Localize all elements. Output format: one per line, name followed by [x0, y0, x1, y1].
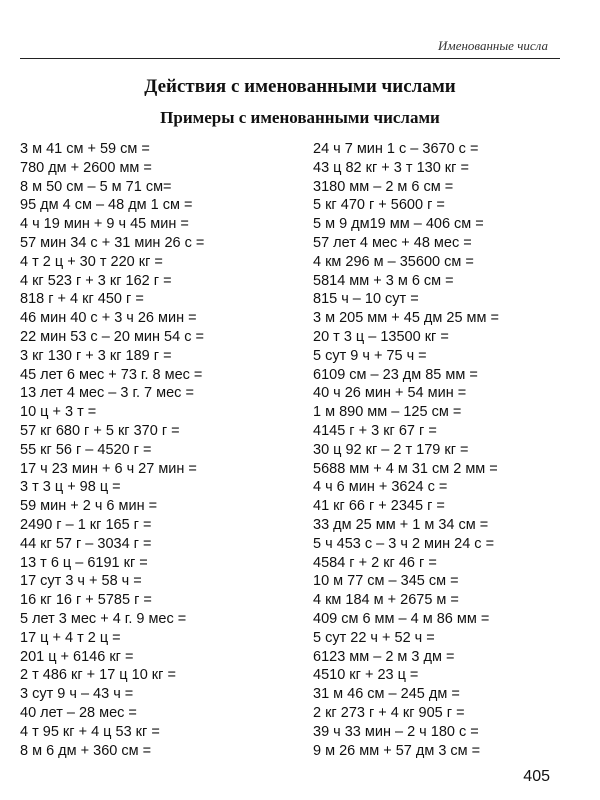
exercise-item: 30 ц 92 кг – 2 т 179 кг = — [313, 441, 469, 458]
exercise-item: 22 мин 53 с – 20 мин 54 с = — [20, 328, 204, 345]
exercise-item: 4 ч 6 мин + 3624 с = — [313, 479, 448, 496]
exercise-item: 57 мин 34 с + 31 мин 26 с = — [20, 234, 205, 251]
exercise-item: 409 см 6 мм – 4 м 86 мм = — [313, 610, 490, 627]
exercise-item: 17 ц + 4 т 2 ц = — [20, 629, 121, 646]
exercise-item: 5 лет 3 мес + 4 г. 9 мес = — [20, 610, 187, 627]
exercise-item: 45 лет 6 мес + 73 г. 8 мес = — [20, 366, 203, 383]
exercise-list-left — [20, 140, 204, 760]
exercise-item: 44 кг 57 г – 3034 г = — [20, 535, 152, 552]
exercise-item: 5 ч 453 с – 3 ч 2 мин 24 с = — [313, 535, 495, 552]
exercise-item: 4145 г + 3 кг 67 г = — [313, 422, 437, 439]
exercise-item: 8 м 50 см – 5 м 71 см= — [20, 178, 172, 195]
exercise-item: 2490 г – 1 кг 165 г = — [20, 516, 152, 533]
exercise-item: 4 т 2 ц + 30 т 220 кг = — [20, 253, 163, 270]
exercise-item: 24 ч 7 мин 1 с – 3670 с = — [313, 141, 479, 157]
exercise-item: 6109 см – 23 дм 85 мм = — [313, 366, 478, 383]
exercise-item: 17 ч 23 мин + 6 ч 27 мин = — [20, 460, 197, 477]
exercise-item: 818 г + 4 кг 450 г = — [20, 291, 144, 308]
section-subtitle: Примеры с именованными числами — [160, 108, 440, 127]
exercise-item: 41 кг 66 г + 2345 г = — [313, 498, 445, 515]
exercise-item: 3 м 41 см + 59 см = — [20, 141, 150, 157]
exercise-item: 9 м 26 мм + 57 дм 3 см = — [313, 742, 481, 759]
exercise-item: 46 мин 40 с + 3 ч 26 мин = — [20, 310, 197, 327]
exercise-item: 5 кг 470 г + 5600 г = — [313, 197, 445, 214]
exercise-item: 815 ч – 10 сут = — [313, 291, 419, 308]
exercise-item: 2 т 486 кг + 17 ц 10 кг = — [20, 667, 176, 684]
header-rule — [20, 58, 560, 59]
page-title: Действия с именованными числами — [144, 76, 456, 97]
exercise-item: 4 т 95 кг + 4 ц 53 кг = — [20, 723, 160, 740]
exercise-item: 10 ц + 3 т = — [20, 404, 97, 421]
exercise-item: 5 сут 22 ч + 52 ч = — [313, 629, 435, 646]
exercise-item: 3 т 3 ц + 98 ц = — [20, 479, 121, 496]
exercise-item: 3180 мм – 2 м 6 см = — [313, 178, 454, 195]
exercise-item: 20 т 3 ц – 13500 кг = — [313, 328, 449, 345]
exercise-item: 17 сут 3 ч + 58 ч = — [20, 573, 142, 590]
exercise-item: 59 мин + 2 ч 6 мин = — [20, 498, 158, 515]
exercise-list-right — [313, 140, 499, 760]
exercise-item: 4 кг 523 г + 3 кг 162 г = — [20, 272, 172, 289]
exercise-item: 40 лет – 28 мес = — [20, 704, 137, 721]
exercise-item: 57 лет 4 мес + 48 мес = — [313, 234, 472, 251]
exercise-item: 57 кг 680 г + 5 кг 370 г = — [20, 422, 180, 439]
running-header: Именованные числа — [438, 38, 548, 53]
exercise-item: 5 сут 9 ч + 75 ч = — [313, 347, 427, 364]
exercise-item: 5688 мм + 4 м 31 см 2 мм = — [313, 460, 498, 477]
exercise-item: 13 лет 4 мес – 3 г. 7 мес = — [20, 385, 194, 402]
exercise-item: 3 сут 9 ч – 43 ч = — [20, 686, 134, 703]
exercise-item: 8 м 6 дм + 360 см = — [20, 742, 152, 759]
exercise-item: 13 т 6 ц – 6191 кг = — [20, 554, 148, 571]
page-number: 405 — [523, 768, 550, 785]
exercise-item: 4510 кг + 23 ц = — [313, 667, 419, 684]
exercise-item: 43 ц 82 кг + 3 т 130 кг = — [313, 159, 469, 176]
exercise-item: 4 ч 19 мин + 9 ч 45 мин = — [20, 216, 189, 233]
exercise-item: 780 дм + 2600 мм = — [20, 159, 152, 176]
exercise-item: 4584 г + 2 кг 46 г = — [313, 554, 437, 571]
exercise-item: 10 м 77 см – 345 см = — [313, 573, 459, 590]
exercise-item: 16 кг 16 г + 5785 г = — [20, 592, 152, 609]
exercise-item: 33 дм 25 мм + 1 м 34 см = — [313, 516, 489, 533]
exercise-item: 1 м 890 мм – 125 см = — [313, 404, 462, 421]
exercise-item: 55 кг 56 г – 4520 г = — [20, 441, 152, 458]
exercise-item: 31 м 46 см – 245 дм = — [313, 686, 460, 703]
exercise-item: 201 ц + 6146 кг = — [20, 648, 134, 665]
exercise-item: 39 ч 33 мин – 2 ч 180 с = — [313, 723, 479, 740]
exercise-item: 3 кг 130 г + 3 кг 189 г = — [20, 347, 172, 364]
exercise-item: 6123 мм – 2 м 3 дм = — [313, 648, 455, 665]
exercise-item: 4 км 184 м + 2675 м = — [313, 592, 459, 609]
exercise-item: 95 дм 4 см – 48 дм 1 см = — [20, 197, 193, 214]
exercise-item: 4 км 296 м – 35600 см = — [313, 253, 474, 270]
exercise-item: 3 м 205 мм + 45 дм 25 мм = — [313, 310, 499, 327]
exercise-item: 5814 мм + 3 м 6 см = — [313, 272, 454, 289]
exercise-item: 40 ч 26 мин + 54 мин = — [313, 385, 467, 402]
exercise-item: 5 м 9 дм19 мм – 406 см = — [313, 216, 484, 233]
exercise-item: 2 кг 273 г + 4 кг 905 г = — [313, 704, 465, 721]
